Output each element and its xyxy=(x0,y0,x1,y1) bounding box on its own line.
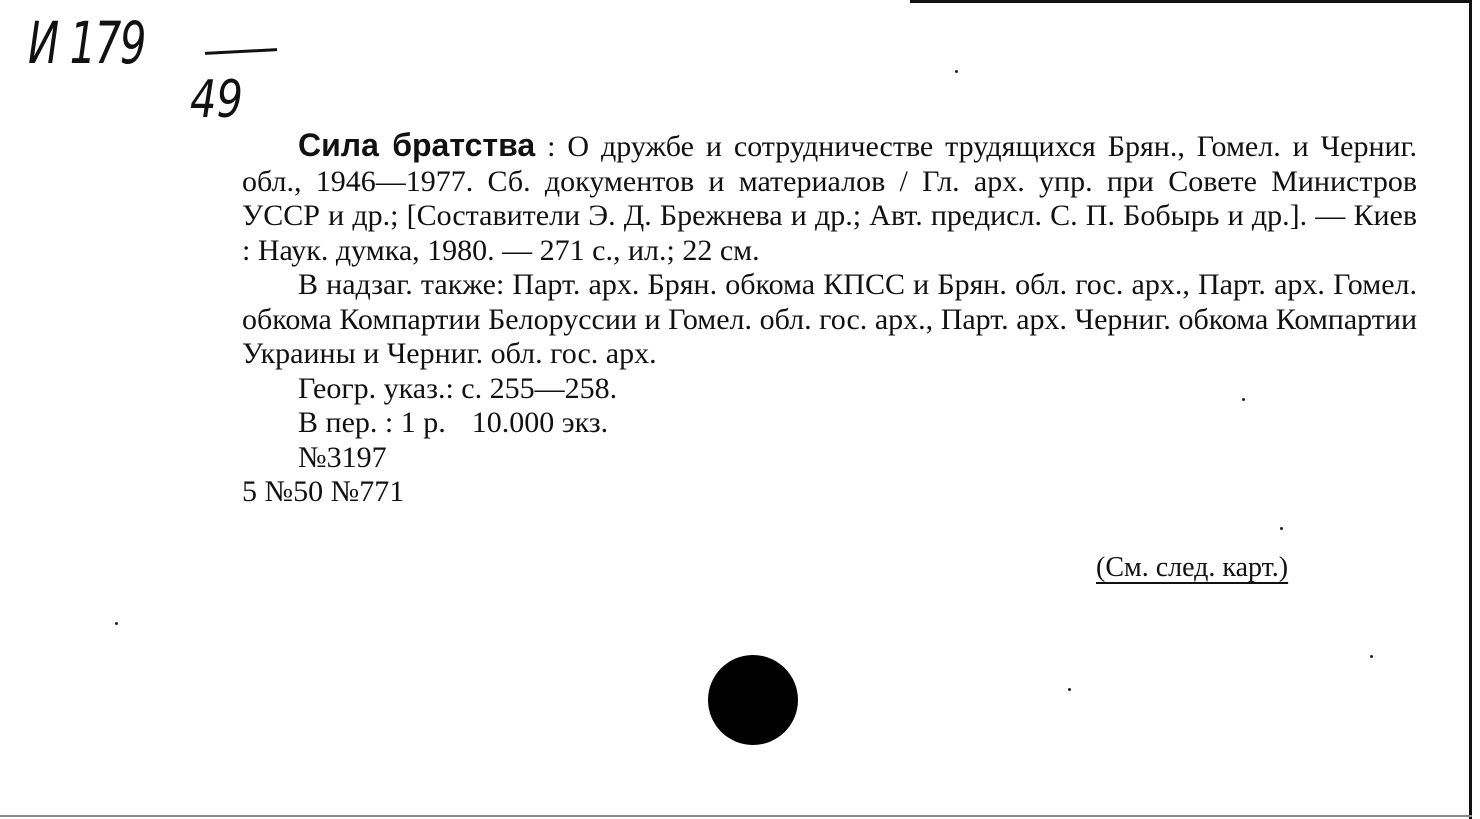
entry-title: Сила братства xyxy=(298,127,536,163)
card-border-right xyxy=(1469,0,1472,819)
print-run: 10.000 экз. xyxy=(471,406,609,439)
catalog-entry xyxy=(242,128,1417,510)
speck xyxy=(1370,655,1373,658)
handwritten-fraction-line xyxy=(205,48,277,55)
speck xyxy=(1242,398,1245,401)
entry-main-paragraph xyxy=(242,128,1417,268)
speck xyxy=(1068,688,1071,691)
punch-hole xyxy=(708,655,798,745)
record-number: №3197 xyxy=(298,440,387,474)
entry-note: В надзаг. также: Парт. арх. Брян. обкома КПСС и Брян. обл. гос. арх., Парт. арх. Гомел. обкома Компартии Белоруссии и Гомел. обл. гос. арх., Парт. арх. Черниг. обкома Компартии Украины и Черниг. обл. гос. арх. xyxy=(242,268,1417,370)
title-separator: : xyxy=(535,130,568,163)
speck xyxy=(955,70,958,73)
continuation-note: (См. след. карт.) xyxy=(1096,552,1289,583)
catalog-numbers: 5 №50 №771 xyxy=(242,475,405,508)
binding-line xyxy=(242,406,1417,441)
entry-description: О дружбе и сотрудничестве трудящихся Брян., Гомел. и Черниг. обл., 1946—1977. Сб. документов и материалов / Гл. арх. упр. при Совете Министров УССР и др.; [Составители Э. Д. Брежнева и др.; Авт. предисл. С. П. Бобырь и др.]. — Киев : Наук. думка, 1980. — 271 с., ил.; 22 см. xyxy=(242,130,1417,267)
speck xyxy=(1280,527,1283,530)
handwritten-call-number: И 179 xyxy=(28,9,146,77)
handwritten-subscript: 49 xyxy=(190,70,243,130)
speck xyxy=(115,622,118,625)
card-border-top xyxy=(910,0,1472,3)
card-border-bottom xyxy=(0,815,1472,817)
binding-price: В пер. : 1 р. xyxy=(298,406,446,439)
geo-index: Геогр. указ.: с. 255—258. xyxy=(298,371,618,405)
